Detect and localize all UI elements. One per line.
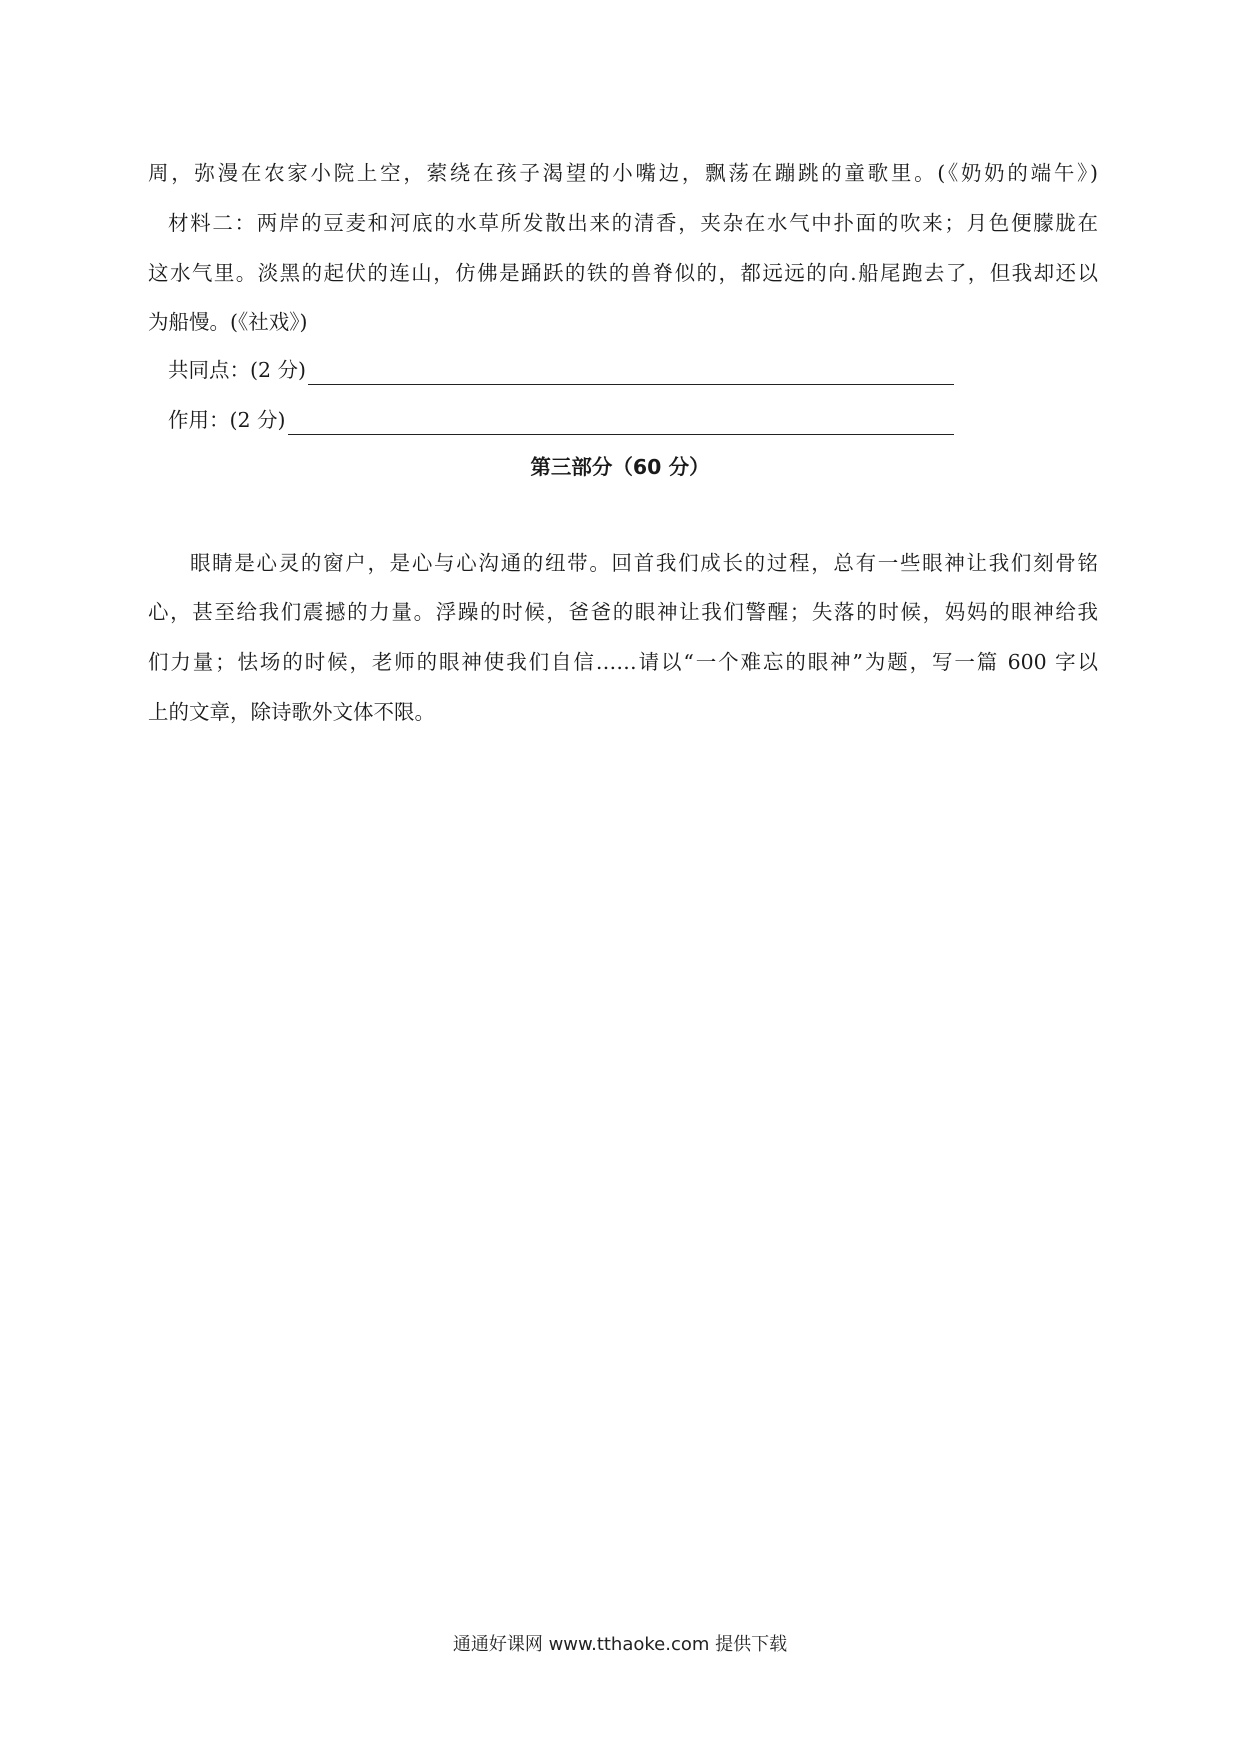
material-two-line-3: 为船慢。(《社戏》) <box>148 310 308 334</box>
essay-prompt-line-4: 上的文章，除诗歌外文体不限。 <box>148 700 435 724</box>
effect-answer-line[interactable] <box>288 412 954 435</box>
common-point-answer-line[interactable] <box>308 362 954 385</box>
footer-download-note: 通通好课网 www.tthaoke.com 提供下载 <box>452 1634 788 1655</box>
material-one-last-line: 周，弥漫在农家小院上空，萦绕在孩子渴望的小嘴边，飘荡在蹦跳的童歌里。(《奶奶的端午》) <box>148 161 1098 185</box>
common-point-question <box>168 355 954 385</box>
essay-prompt-line-2: 心，甚至给我们震撼的力量。浮躁的时候，爸爸的眼神让我们警醒；失落的时候，妈妈的眼神给我 <box>148 600 1098 624</box>
common-point-label: 共同点：(2 分) <box>168 358 307 382</box>
material-two-line-1: 材料二：两岸的豆麦和河底的水草所发散出来的清香，夹杂在水气中扑面的吹来；月色便朦胧在 <box>168 211 1098 235</box>
effect-label: 作用：(2 分) <box>168 408 286 432</box>
essay-prompt-line-1: 眼睛是心灵的窗户，是心与心沟通的纽带。回首我们成长的过程，总有一些眼神让我们刻骨铭 <box>190 551 1098 575</box>
part-three-title: 第三部分（60 分） <box>530 455 710 479</box>
essay-prompt-line-3: 们力量；怯场的时候，老师的眼神使我们自信……请以“一个难忘的眼神”为题，写一篇 600 字以 <box>148 650 1098 674</box>
effect-question <box>168 405 954 435</box>
material-two-line-2: 这水气里。淡黑的起伏的连山，仿佛是踊跃的铁的兽脊似的，都远远的向.船尾跑去了，但我却还以 <box>148 261 1098 285</box>
